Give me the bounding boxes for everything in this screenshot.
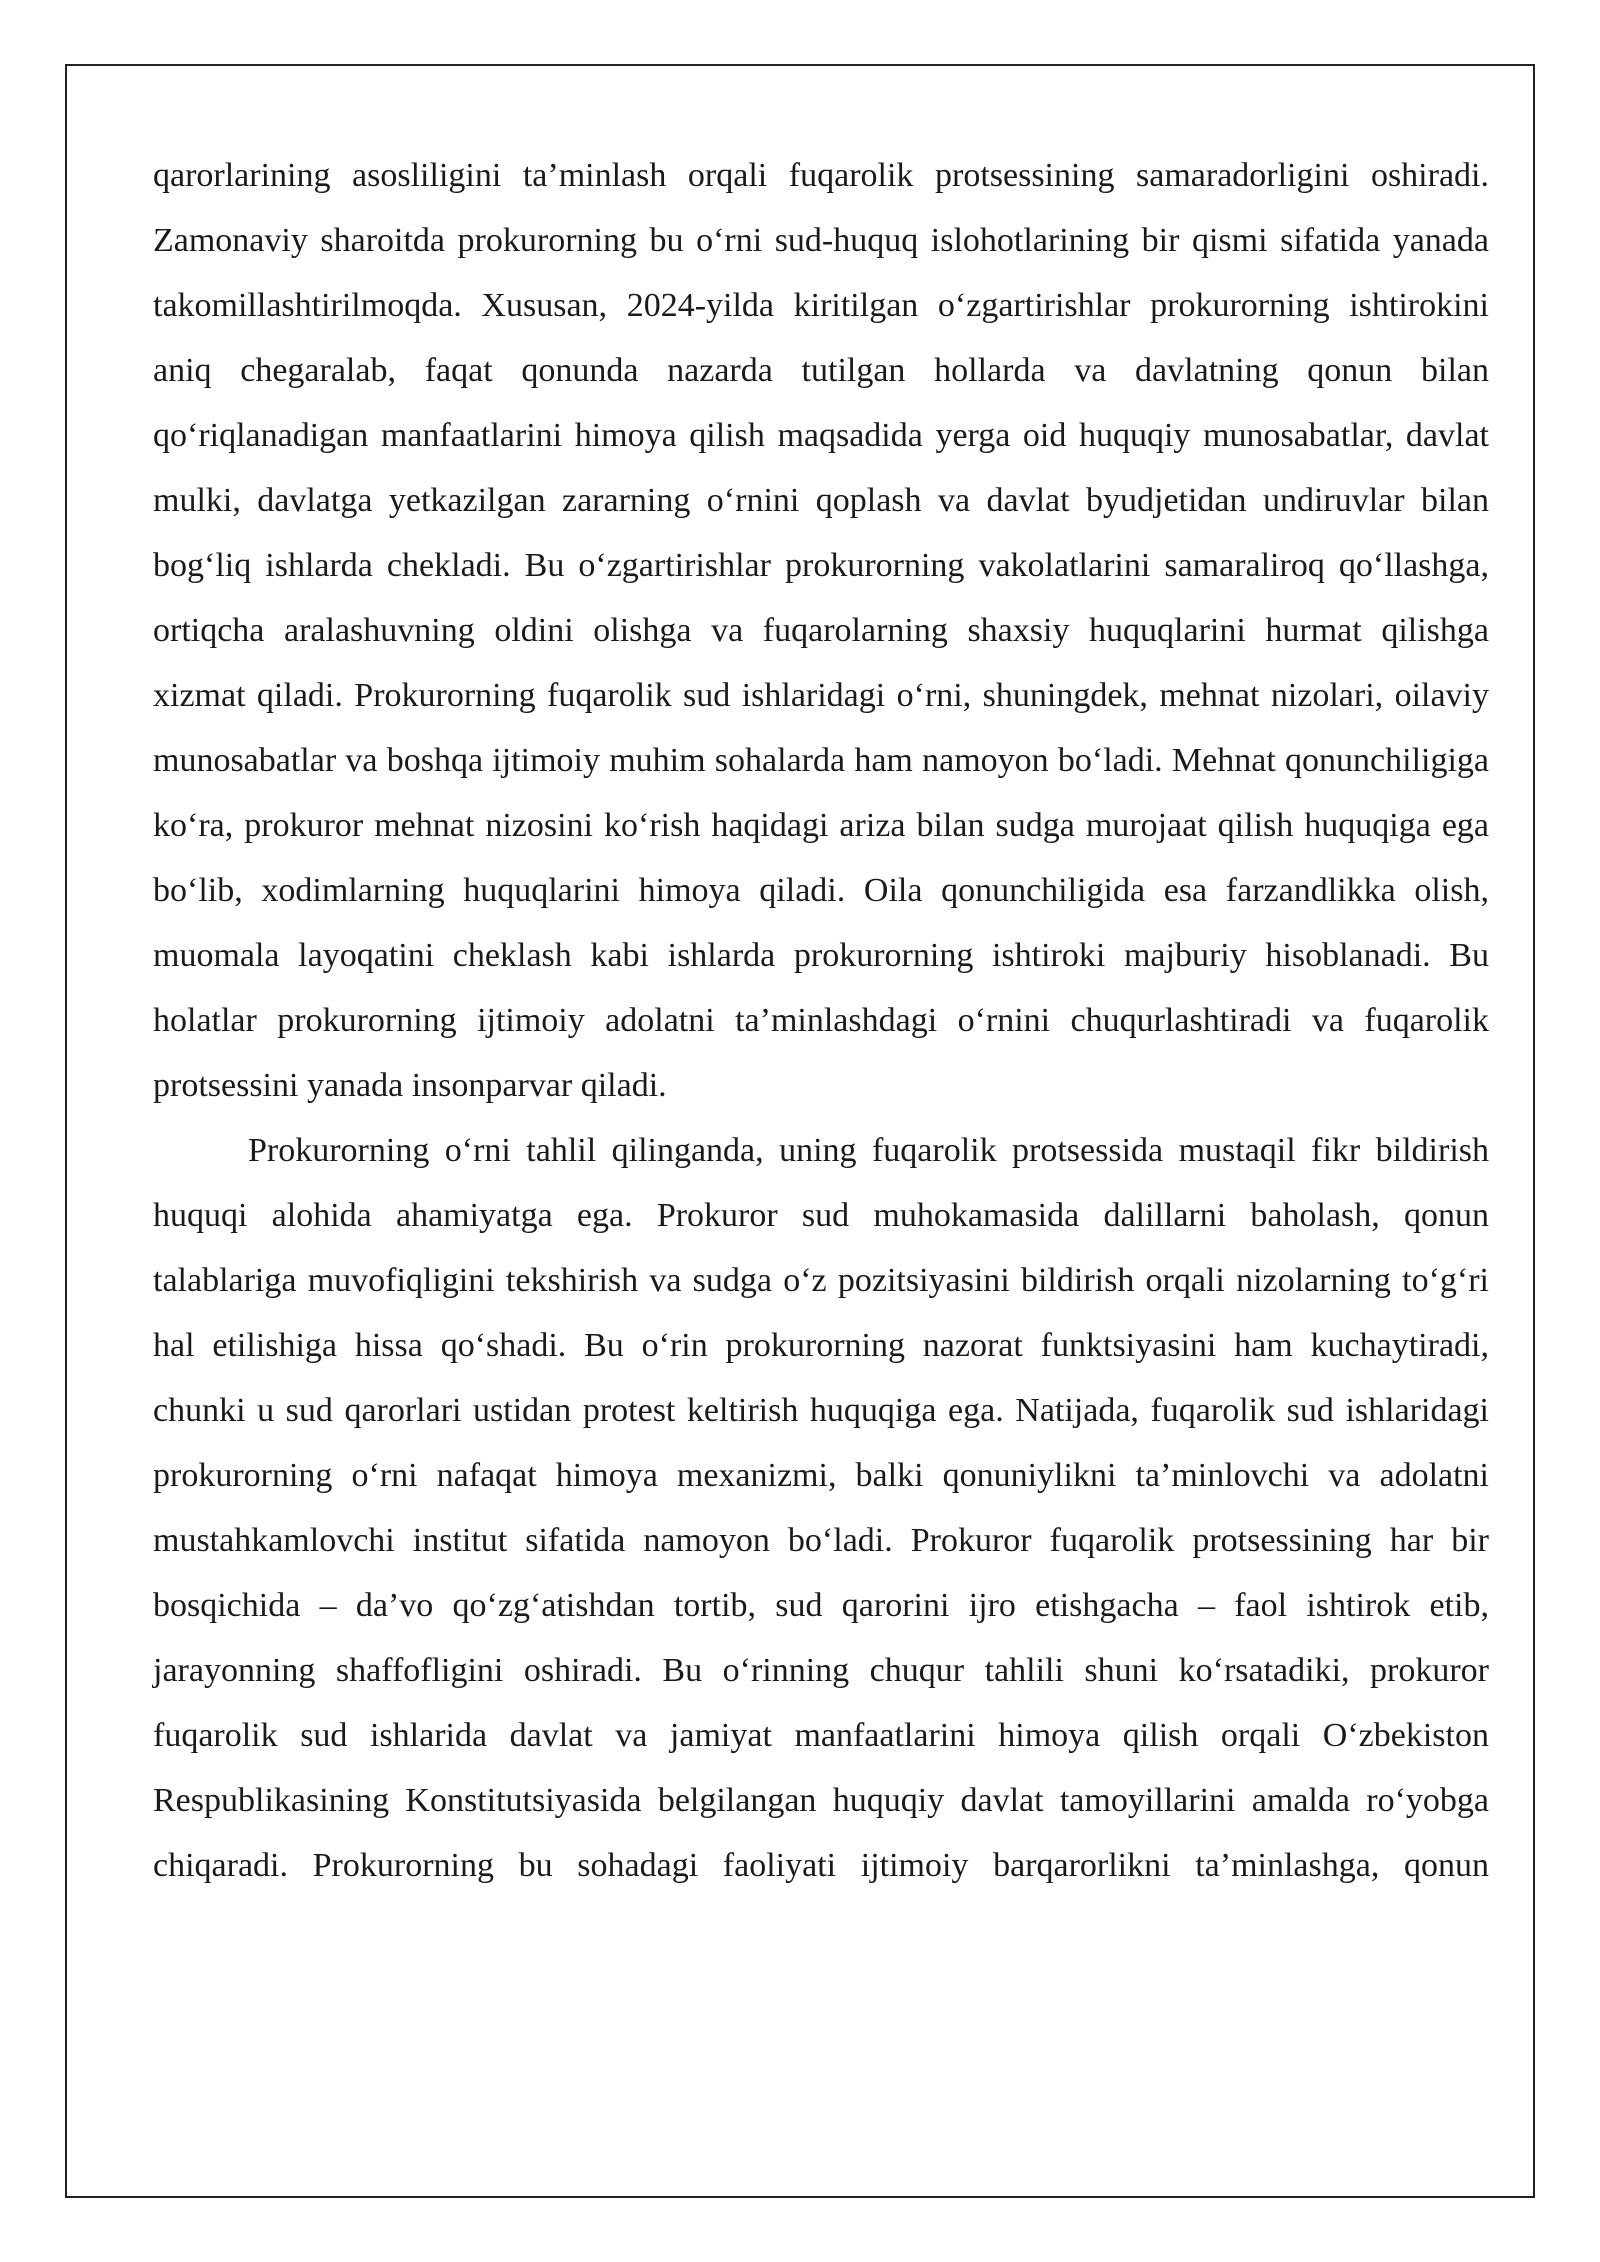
paragraph: Prokurorning o‘rni tahlil qilinganda, uning fuqarolik protsessida mustaqil fikr bildirish huquqi alohida ahamiyatga ega. Prokuror sud muhokamasida dalillarni baholash, qonun talablariga muvofiqligini tekshirish va sudga o‘z pozitsiyasini bildirish orqali nizolarning to‘g‘ri hal etilishiga hissa qo‘shadi. Bu o‘rin prokurorning nazorat funktsiyasini ham kuchaytiradi, chunki u sud qarorlari ustidan protest keltirish huquqiga ega. Natijada, fuqarolik sud ishlaridagi prokurorning o‘rni nafaqat himoya mexanizmi, balki qonuniylikni ta’minlovchi va adolatni mustahkamlovchi institut sifatida namoyon bo‘ladi. Prokuror fuqarolik protsessining har bir bosqichida – da’vo qo‘zg‘atishdan tortib, sud qarorini ijro etishgacha – faol ishtirok etib, jarayonning shaffofligini oshiradi. Bu o‘rinning chuqur tahlili shuni ko‘rsatadiki, prokuror fuqarolik sud ishlarida davlat va jamiyat manfaatlarini himoya qilish orqali O‘zbekiston Respublikasining Konstitutsiyasida belgilangan huquqiy davlat tamoyillarini amalda ro‘yobga chiqaradi. Prokurorning bu sohadagi faoliyati ijtimoiy barqarorlikni ta’minlashga, qonun: [153, 1132, 1489, 1884]
document-body: [153, 143, 1489, 1898]
paragraph: qarorlarining asosliligini ta’minlash orqali fuqarolik protsessining samaradorligini oshiradi. Zamonaviy sharoitda prokurorning bu o‘rni sud-huquq islohotlarining bir qismi sifatida yanada takomillashtirilmoqda. Xususan, 2024-yilda kiritilgan o‘zgartirishlar prokurorning ishtirokini aniq chegaralab, faqat qonunda nazarda tutilgan hollarda va davlatning qonun bilan qo‘riqlanadigan manfaatlarini himoya qilish maqsadida yerga oid huquqiy munosabatlar, davlat mulki, davlatga yetkazilgan zararning o‘rnini qoplash va davlat byudjetidan undiruvlar bilan bog‘liq ishlarda chekladi. Bu o‘zgartirishlar prokurorning vakolatlarini samaraliroq qo‘llashga, ortiqcha aralashuvning oldini olishga va fuqarolarning shaxsiy huquqlarini hurmat qilishga xizmat qiladi. Prokurorning fuqarolik sud ishlaridagi o‘rni, shuningdek, mehnat nizolari, oilaviy munosabatlar va boshqa ijtimoiy muhim sohalarda ham namoyon bo‘ladi. Mehnat qonunchiligiga ko‘ra, prokuror mehnat nizosini ko‘rish haqidagi ariza bilan sudga murojaat qilish huquqiga ega bo‘lib, xodimlarning huquqlarini himoya qiladi. Oila qonunchiligida esa farzandlikka olish, muomala layoqatini cheklash kabi ishlarda prokurorning ishtiroki majburiy hisoblanadi. Bu holatlar prokurorning ijtimoiy adolatni ta’minlashdagi o‘rnini chuqurlashtiradi va fuqarolik protsessini yanada insonparvar qiladi.: [153, 157, 1489, 1104]
